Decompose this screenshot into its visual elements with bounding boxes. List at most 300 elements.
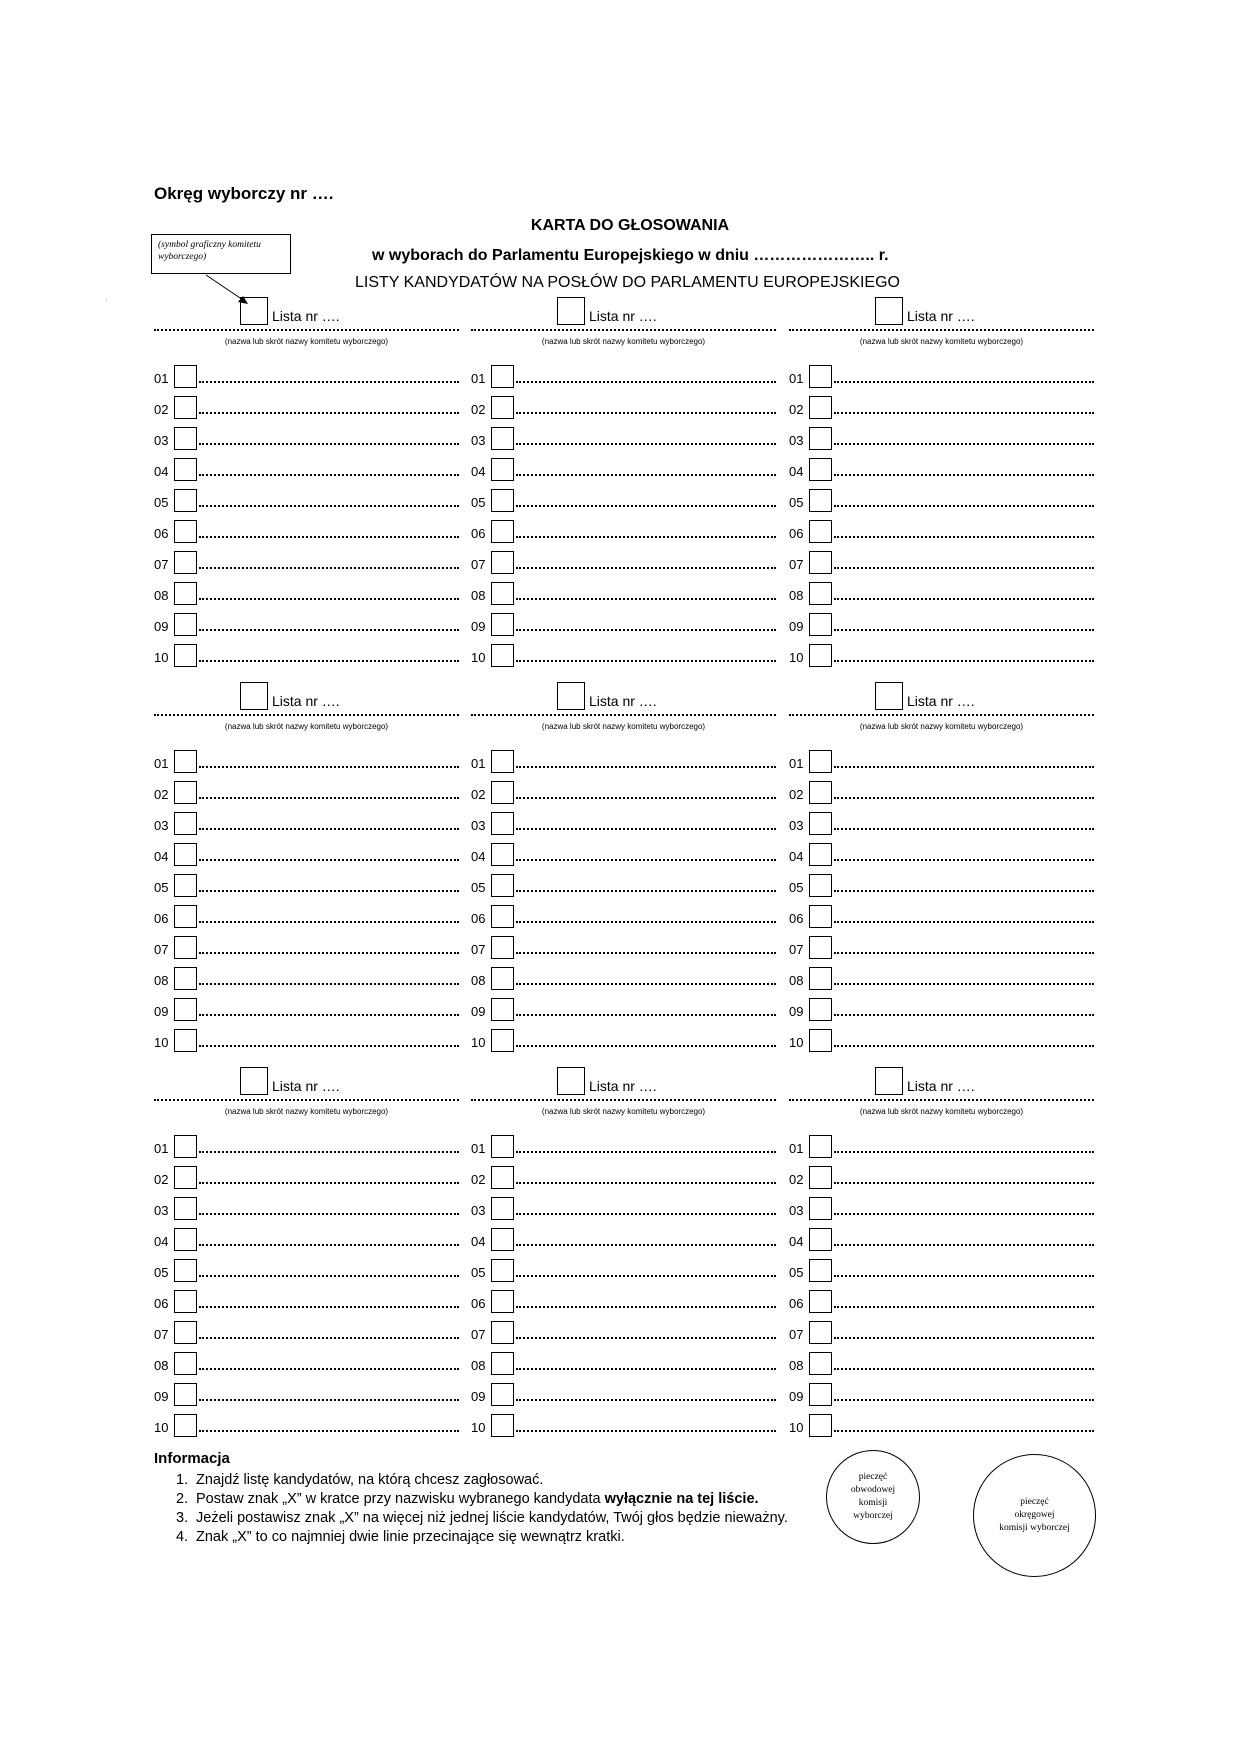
candidate-checkbox[interactable]: [174, 750, 197, 773]
candidate-name-line: [199, 1006, 459, 1016]
candidate-name-line: [516, 1329, 776, 1339]
candidate-name-line: [834, 652, 1094, 662]
candidate-checkbox[interactable]: [174, 1414, 197, 1437]
candidate-checkbox[interactable]: [174, 520, 197, 543]
candidate-number: 07: [789, 1327, 804, 1342]
candidate-number: 07: [154, 557, 169, 572]
candidate-number: 05: [471, 1265, 486, 1280]
candidate-list: [471, 682, 776, 1062]
candidate-row: [471, 752, 776, 783]
candidate-row: [471, 938, 776, 969]
candidate-name-line: [199, 975, 459, 985]
candidate-checkbox[interactable]: [491, 396, 514, 419]
precinct-stamp: pieczęć obwodowej komisji wyborczej: [826, 1450, 920, 1544]
candidate-name-line: [834, 975, 1094, 985]
committee-name-line: [154, 1093, 459, 1101]
candidate-name-line: [199, 1298, 459, 1308]
candidate-number: 07: [471, 557, 486, 572]
candidate-number: 10: [471, 1035, 486, 1050]
candidate-row: [789, 367, 1094, 398]
candidate-number: 01: [789, 756, 804, 771]
committee-note: (nazwa lub skrót nazwy komitetu wyborczego): [859, 1107, 1024, 1116]
committee-name-line: [471, 708, 776, 716]
candidate-checkbox[interactable]: [809, 1321, 832, 1344]
candidate-checkbox[interactable]: [809, 1135, 832, 1158]
candidate-number: 05: [154, 495, 169, 510]
candidate-checkbox[interactable]: [174, 458, 197, 481]
candidate-name-line: [834, 1267, 1094, 1277]
candidate-number: 08: [789, 588, 804, 603]
list-label: Lista nr ….: [907, 308, 975, 324]
candidate-number: 03: [154, 1203, 169, 1218]
candidate-row: [471, 1323, 776, 1354]
info-item: 2. Postaw znak „X” w kratce przy nazwisku wybranego kandydata wyłącznie na tej liście.: [176, 1491, 759, 1507]
candidate-checkbox[interactable]: [809, 1197, 832, 1220]
candidate-checkbox[interactable]: [491, 1197, 514, 1220]
candidate-name-line: [834, 789, 1094, 799]
candidate-checkbox[interactable]: [174, 1321, 197, 1344]
candidate-row: [789, 1385, 1094, 1416]
candidate-checkbox[interactable]: [809, 427, 832, 450]
candidate-checkbox[interactable]: [809, 644, 832, 667]
candidate-name-line: [199, 435, 459, 445]
candidate-checkbox[interactable]: [174, 1352, 197, 1375]
candidate-checkbox[interactable]: [491, 551, 514, 574]
candidate-row: [789, 1137, 1094, 1168]
candidate-checkbox[interactable]: [809, 1228, 832, 1251]
candidate-rows: [789, 752, 1094, 1062]
candidate-row: [154, 491, 459, 522]
candidate-row: [789, 1354, 1094, 1385]
candidate-checkbox[interactable]: [809, 1383, 832, 1406]
candidate-name-line: [516, 404, 776, 414]
candidate-number: 05: [789, 495, 804, 510]
candidate-row: [154, 907, 459, 938]
list-label: Lista nr ….: [272, 693, 340, 709]
candidate-checkbox[interactable]: [809, 750, 832, 773]
list-checkbox[interactable]: [557, 297, 585, 325]
candidate-name-line: [834, 590, 1094, 600]
candidate-number: 03: [471, 1203, 486, 1218]
candidate-checkbox[interactable]: [491, 905, 514, 928]
candidate-number: 04: [471, 464, 486, 479]
candidate-name-line: [834, 1422, 1094, 1432]
candidate-name-line: [199, 1205, 459, 1215]
list-checkbox[interactable]: [875, 1067, 903, 1095]
candidate-number: 02: [154, 1172, 169, 1187]
candidate-row: [471, 1261, 776, 1292]
candidate-number: 09: [154, 1389, 169, 1404]
candidate-checkbox[interactable]: [809, 1029, 832, 1052]
candidate-checkbox[interactable]: [809, 582, 832, 605]
candidate-number: 05: [789, 1265, 804, 1280]
candidate-number: 04: [154, 464, 169, 479]
candidate-name-line: [199, 882, 459, 892]
candidate-checkbox[interactable]: [491, 458, 514, 481]
candidate-row: [154, 398, 459, 429]
candidate-number: 10: [789, 1035, 804, 1050]
tiny-mark: ‘: [106, 300, 108, 306]
candidate-name-line: [199, 373, 459, 383]
arrow-icon: [0, 0, 1240, 340]
candidate-checkbox[interactable]: [809, 781, 832, 804]
candidate-rows: [471, 367, 776, 677]
info-list: [154, 1471, 788, 1547]
candidate-name-line: [834, 944, 1094, 954]
candidate-row: [471, 460, 776, 491]
candidate-list: [154, 297, 459, 677]
candidate-row: [471, 522, 776, 553]
candidate-checkbox[interactable]: [491, 1166, 514, 1189]
candidate-name-line: [516, 559, 776, 569]
candidate-checkbox[interactable]: [809, 967, 832, 990]
candidate-row: [789, 553, 1094, 584]
candidate-row: [154, 938, 459, 969]
candidate-row: [154, 814, 459, 845]
candidate-row: [471, 1354, 776, 1385]
candidate-checkbox[interactable]: [809, 520, 832, 543]
list-checkbox[interactable]: [875, 297, 903, 325]
candidate-list: [789, 297, 1094, 677]
candidate-row: [471, 553, 776, 584]
candidate-row: [789, 783, 1094, 814]
candidate-checkbox[interactable]: [174, 551, 197, 574]
candidate-row: [789, 1261, 1094, 1292]
candidate-row: [789, 907, 1094, 938]
list-checkbox[interactable]: [240, 297, 268, 325]
candidate-rows: [154, 1137, 459, 1447]
committee-note: (nazwa lub skrót nazwy komitetu wyborczego): [224, 1107, 389, 1116]
candidate-checkbox[interactable]: [809, 458, 832, 481]
candidate-number: 09: [154, 1004, 169, 1019]
candidate-row: [154, 1261, 459, 1292]
candidate-row: [471, 646, 776, 677]
candidate-list: [789, 682, 1094, 1062]
candidate-name-line: [199, 1236, 459, 1246]
candidate-checkbox[interactable]: [491, 874, 514, 897]
candidate-name-line: [199, 652, 459, 662]
candidate-checkbox[interactable]: [491, 520, 514, 543]
district-number: Okręg wyborczy nr ….: [154, 184, 334, 203]
candidate-row: [471, 491, 776, 522]
candidate-row: [154, 615, 459, 646]
candidate-row: [471, 814, 776, 845]
candidate-list: [471, 1067, 776, 1447]
ballot-subtitle: w wyborach do Parlamentu Europejskiego w dniu ………………….. r.: [372, 247, 889, 264]
candidate-number: 03: [154, 433, 169, 448]
candidate-checkbox[interactable]: [491, 1135, 514, 1158]
committee-note: (nazwa lub skrót nazwy komitetu wyborczego): [541, 722, 706, 731]
candidate-row: [154, 969, 459, 1000]
candidate-rows: [154, 752, 459, 1062]
candidate-number: 07: [471, 942, 486, 957]
candidate-number: 05: [471, 495, 486, 510]
candidate-name-line: [834, 621, 1094, 631]
candidate-name-line: [199, 851, 459, 861]
candidate-name-line: [199, 1329, 459, 1339]
candidate-checkbox[interactable]: [491, 750, 514, 773]
candidate-checkbox[interactable]: [491, 967, 514, 990]
candidate-checkbox[interactable]: [491, 998, 514, 1021]
candidate-row: [789, 1292, 1094, 1323]
candidate-number: 06: [789, 911, 804, 926]
candidate-rows: [789, 367, 1094, 677]
candidate-checkbox[interactable]: [174, 1197, 197, 1220]
candidate-list: [789, 1067, 1094, 1447]
candidate-number: 05: [154, 1265, 169, 1280]
candidate-checkbox[interactable]: [174, 1290, 197, 1313]
committee-note: (nazwa lub skrót nazwy komitetu wyborczego): [859, 337, 1024, 346]
candidate-checkbox[interactable]: [491, 812, 514, 835]
candidate-number: 03: [471, 818, 486, 833]
candidate-checkbox[interactable]: [174, 1029, 197, 1052]
candidate-checkbox[interactable]: [174, 812, 197, 835]
candidate-checkbox[interactable]: [174, 1166, 197, 1189]
candidate-number: 04: [789, 1234, 804, 1249]
candidate-number: 10: [154, 1420, 169, 1435]
candidate-row: [154, 876, 459, 907]
candidate-name-line: [199, 1422, 459, 1432]
candidate-name-line: [516, 1236, 776, 1246]
candidate-row: [789, 845, 1094, 876]
candidate-row: [154, 1323, 459, 1354]
candidate-name-line: [516, 466, 776, 476]
candidate-number: 08: [154, 588, 169, 603]
list-header: [154, 1067, 459, 1137]
candidate-name-line: [199, 1037, 459, 1047]
candidate-rows: [789, 1137, 1094, 1447]
candidate-checkbox[interactable]: [809, 365, 832, 388]
info-item: 4. Znak „X” to co najmniej dwie linie przecinające się wewnątrz kratki.: [176, 1529, 625, 1545]
candidate-row: [471, 845, 776, 876]
candidate-row: [154, 522, 459, 553]
candidate-name-line: [516, 1360, 776, 1370]
candidate-row: [154, 1000, 459, 1031]
candidate-name-line: [834, 1143, 1094, 1153]
candidate-row: [154, 1168, 459, 1199]
candidate-number: 09: [789, 1389, 804, 1404]
candidate-checkbox[interactable]: [174, 365, 197, 388]
committee-name-line: [471, 1093, 776, 1101]
candidate-checkbox[interactable]: [809, 874, 832, 897]
candidate-row: [789, 969, 1094, 1000]
candidate-checkbox[interactable]: [491, 1383, 514, 1406]
candidate-number: 08: [154, 1358, 169, 1373]
candidate-checkbox[interactable]: [491, 1352, 514, 1375]
candidate-checkbox[interactable]: [174, 781, 197, 804]
candidate-checkbox[interactable]: [491, 613, 514, 636]
candidate-row: [154, 460, 459, 491]
candidate-number: 02: [789, 402, 804, 417]
candidate-row: [789, 460, 1094, 491]
candidate-number: 08: [789, 973, 804, 988]
candidate-row: [471, 429, 776, 460]
candidate-checkbox[interactable]: [491, 1414, 514, 1437]
list-header: [789, 682, 1094, 752]
candidate-checkbox[interactable]: [174, 1228, 197, 1251]
candidate-checkbox[interactable]: [174, 936, 197, 959]
candidate-checkbox[interactable]: [174, 396, 197, 419]
candidate-checkbox[interactable]: [491, 1321, 514, 1344]
candidate-checkbox[interactable]: [809, 905, 832, 928]
candidate-checkbox[interactable]: [809, 812, 832, 835]
candidate-name-line: [516, 1174, 776, 1184]
candidate-name-line: [199, 466, 459, 476]
candidate-name-line: [834, 404, 1094, 414]
candidate-name-line: [516, 789, 776, 799]
candidate-row: [789, 752, 1094, 783]
candidate-number: 10: [471, 650, 486, 665]
candidate-checkbox[interactable]: [809, 489, 832, 512]
candidate-checkbox[interactable]: [491, 582, 514, 605]
candidate-row: [471, 783, 776, 814]
candidate-rows: [471, 1137, 776, 1447]
candidate-checkbox[interactable]: [809, 613, 832, 636]
candidate-number: 10: [154, 650, 169, 665]
candidate-checkbox[interactable]: [174, 1259, 197, 1282]
candidate-checkbox[interactable]: [491, 936, 514, 959]
list-header: [471, 682, 776, 752]
candidate-checkbox[interactable]: [174, 998, 197, 1021]
candidate-row: [789, 1230, 1094, 1261]
candidate-name-line: [516, 851, 776, 861]
candidate-checkbox[interactable]: [174, 427, 197, 450]
candidate-checkbox[interactable]: [174, 644, 197, 667]
list-checkbox[interactable]: [557, 682, 585, 710]
candidate-row: [471, 907, 776, 938]
candidate-row: [471, 1230, 776, 1261]
candidate-name-line: [516, 913, 776, 923]
candidate-checkbox[interactable]: [174, 843, 197, 866]
candidate-number: 06: [154, 911, 169, 926]
candidate-row: [154, 1292, 459, 1323]
candidate-row: [154, 584, 459, 615]
candidate-name-line: [834, 758, 1094, 768]
committee-note: (nazwa lub skrót nazwy komitetu wyborczego): [224, 337, 389, 346]
candidate-number: 09: [789, 619, 804, 634]
candidate-checkbox[interactable]: [809, 936, 832, 959]
candidate-name-line: [199, 497, 459, 507]
candidate-number: 02: [471, 787, 486, 802]
candidate-name-line: [834, 1174, 1094, 1184]
candidate-name-line: [516, 1037, 776, 1047]
list-header: [789, 1067, 1094, 1137]
candidate-number: 08: [471, 1358, 486, 1373]
candidate-number: 04: [154, 1234, 169, 1249]
committee-note: (nazwa lub skrót nazwy komitetu wyborczego): [224, 722, 389, 731]
candidate-checkbox[interactable]: [174, 489, 197, 512]
candidate-checkbox[interactable]: [809, 1166, 832, 1189]
candidate-name-line: [516, 652, 776, 662]
candidate-row: [471, 1031, 776, 1062]
candidate-name-line: [516, 758, 776, 768]
candidate-checkbox[interactable]: [491, 1259, 514, 1282]
candidate-checkbox[interactable]: [174, 582, 197, 605]
candidate-number: 03: [789, 433, 804, 448]
candidate-row: [471, 969, 776, 1000]
candidate-checkbox[interactable]: [809, 1259, 832, 1282]
committee-name-line: [789, 323, 1094, 331]
candidate-number: 07: [154, 942, 169, 957]
candidate-row: [789, 646, 1094, 677]
candidate-checkbox[interactable]: [491, 644, 514, 667]
candidate-name-line: [516, 1143, 776, 1153]
candidate-number: 02: [471, 1172, 486, 1187]
candidate-checkbox[interactable]: [809, 1352, 832, 1375]
candidate-checkbox[interactable]: [491, 427, 514, 450]
candidate-list: [154, 682, 459, 1062]
list-label: Lista nr ….: [589, 1078, 657, 1094]
candidate-name-line: [834, 435, 1094, 445]
candidate-name-line: [199, 944, 459, 954]
candidate-number: 06: [789, 526, 804, 541]
candidate-name-line: [516, 373, 776, 383]
candidate-checkbox[interactable]: [174, 905, 197, 928]
candidate-row: [789, 1199, 1094, 1230]
candidate-checkbox[interactable]: [174, 967, 197, 990]
candidate-checkbox[interactable]: [491, 781, 514, 804]
committee-name-line: [789, 1093, 1094, 1101]
list-checkbox[interactable]: [240, 682, 268, 710]
candidate-row: [154, 783, 459, 814]
candidate-row: [471, 876, 776, 907]
candidate-row: [154, 1199, 459, 1230]
list-header: [789, 297, 1094, 367]
candidate-checkbox[interactable]: [174, 1383, 197, 1406]
candidate-number: 08: [789, 1358, 804, 1373]
candidate-checkbox[interactable]: [174, 1135, 197, 1158]
candidate-name-line: [516, 497, 776, 507]
candidate-row: [154, 553, 459, 584]
candidate-checkbox[interactable]: [174, 874, 197, 897]
candidate-number: 09: [471, 1389, 486, 1404]
candidate-name-line: [516, 1391, 776, 1401]
candidate-checkbox[interactable]: [491, 1228, 514, 1251]
candidate-row: [154, 1416, 459, 1447]
candidate-name-line: [199, 820, 459, 830]
candidate-row: [789, 491, 1094, 522]
list-checkbox[interactable]: [557, 1067, 585, 1095]
candidate-rows: [154, 367, 459, 677]
candidate-name-line: [834, 882, 1094, 892]
candidate-row: [471, 367, 776, 398]
list-checkbox[interactable]: [240, 1067, 268, 1095]
candidate-checkbox[interactable]: [174, 613, 197, 636]
candidate-checkbox[interactable]: [491, 489, 514, 512]
candidate-checkbox[interactable]: [809, 551, 832, 574]
candidate-checkbox[interactable]: [809, 396, 832, 419]
candidate-row: [789, 1031, 1094, 1062]
candidate-number: 07: [789, 942, 804, 957]
candidate-number: 10: [789, 1420, 804, 1435]
candidate-checkbox[interactable]: [809, 998, 832, 1021]
candidate-name-line: [834, 820, 1094, 830]
candidate-checkbox[interactable]: [809, 843, 832, 866]
candidate-checkbox[interactable]: [491, 1029, 514, 1052]
candidate-checkbox[interactable]: [809, 1414, 832, 1437]
candidate-checkbox[interactable]: [491, 1290, 514, 1313]
candidate-number: 02: [154, 787, 169, 802]
candidate-row: [789, 584, 1094, 615]
list-label: Lista nr ….: [272, 308, 340, 324]
candidate-checkbox[interactable]: [809, 1290, 832, 1313]
candidate-name-line: [199, 1391, 459, 1401]
list-checkbox[interactable]: [875, 682, 903, 710]
candidate-checkbox[interactable]: [491, 365, 514, 388]
candidate-number: 06: [154, 1296, 169, 1311]
candidate-checkbox[interactable]: [491, 843, 514, 866]
candidate-row: [154, 429, 459, 460]
